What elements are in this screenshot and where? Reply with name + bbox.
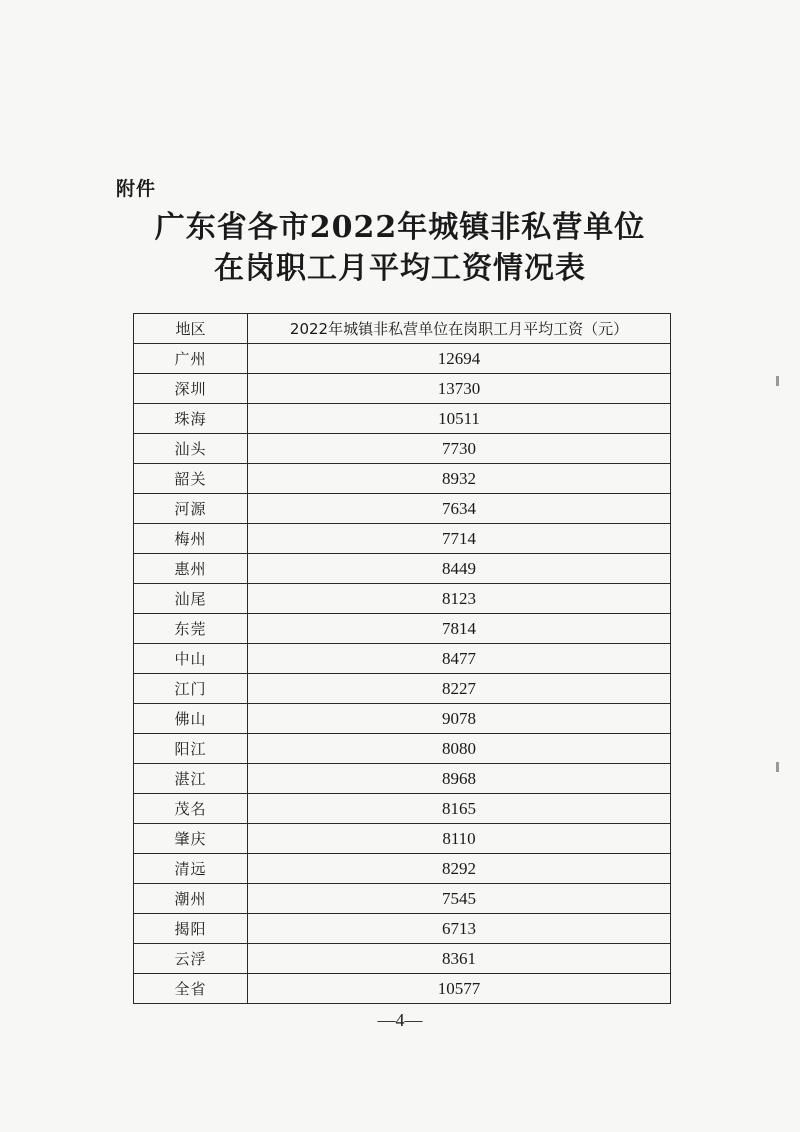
region-cell: 云浮 [134, 944, 248, 974]
table-row [134, 584, 671, 614]
document-title-line-2: 在岗职工月平均工资情况表 [214, 251, 586, 286]
table-row [134, 614, 671, 644]
table-row [134, 734, 671, 764]
table-row [134, 644, 671, 674]
region-cell: 珠海 [134, 404, 248, 434]
region-cell: 江门 [134, 674, 248, 704]
table-row [134, 674, 671, 704]
wage-cell: 8477 [248, 644, 671, 674]
wage-cell: 7634 [248, 494, 671, 524]
region-cell: 揭阳 [134, 914, 248, 944]
table-row [134, 884, 671, 914]
wage-cell: 9078 [248, 704, 671, 734]
wage-cell: 13730 [248, 374, 671, 404]
wage-cell: 8080 [248, 734, 671, 764]
table-row [134, 494, 671, 524]
region-cell: 惠州 [134, 554, 248, 584]
document-title-line-1: 广东省各市2022年城镇非私营单位 [154, 210, 646, 245]
wage-cell: 12694 [248, 344, 671, 374]
header-average-wage: 2022年城镇非私营单位在岗职工月平均工资（元） [248, 314, 671, 344]
table-row [134, 794, 671, 824]
wage-cell: 8968 [248, 764, 671, 794]
page-number: —4— [377, 1010, 423, 1030]
wage-cell: 8932 [248, 464, 671, 494]
region-cell: 佛山 [134, 704, 248, 734]
table-row [134, 824, 671, 854]
region-cell: 阳江 [134, 734, 248, 764]
region-cell: 汕尾 [134, 584, 248, 614]
table-row [134, 524, 671, 554]
table-row [134, 704, 671, 734]
region-cell: 汕头 [134, 434, 248, 464]
attachment-label: 附件 [116, 178, 157, 200]
region-cell: 潮州 [134, 884, 248, 914]
wage-cell: 7714 [248, 524, 671, 554]
wage-cell: 8449 [248, 554, 671, 584]
region-cell: 韶关 [134, 464, 248, 494]
table-row [134, 944, 671, 974]
wage-cell: 8165 [248, 794, 671, 824]
header-region: 地区 [134, 314, 248, 344]
table-row [134, 554, 671, 584]
wage-cell: 8361 [248, 944, 671, 974]
scan-edge-mark [776, 762, 779, 772]
wage-cell: 8292 [248, 854, 671, 884]
wage-cell: 8110 [248, 824, 671, 854]
wage-cell: 10511 [248, 404, 671, 434]
table-row [134, 764, 671, 794]
wage-cell: 8123 [248, 584, 671, 614]
region-cell: 中山 [134, 644, 248, 674]
region-cell: 河源 [134, 494, 248, 524]
wage-table [133, 313, 671, 1004]
region-cell: 梅州 [134, 524, 248, 554]
table-row-total [134, 974, 671, 1004]
table-header-row [134, 314, 671, 344]
region-cell: 东莞 [134, 614, 248, 644]
wage-cell: 6713 [248, 914, 671, 944]
wage-cell: 7730 [248, 434, 671, 464]
wage-cell: 8227 [248, 674, 671, 704]
table-row [134, 344, 671, 374]
region-cell: 深圳 [134, 374, 248, 404]
region-cell: 肇庆 [134, 824, 248, 854]
region-cell: 湛江 [134, 764, 248, 794]
region-cell: 茂名 [134, 794, 248, 824]
table-row [134, 434, 671, 464]
table-row [134, 404, 671, 434]
wage-cell: 7814 [248, 614, 671, 644]
table-row [134, 374, 671, 404]
table-row [134, 914, 671, 944]
region-cell: 清远 [134, 854, 248, 884]
region-cell: 全省 [134, 974, 248, 1004]
table-row [134, 464, 671, 494]
wage-cell: 7545 [248, 884, 671, 914]
wage-cell: 10577 [248, 974, 671, 1004]
scan-edge-mark [776, 376, 779, 386]
table-row [134, 854, 671, 884]
region-cell: 广州 [134, 344, 248, 374]
